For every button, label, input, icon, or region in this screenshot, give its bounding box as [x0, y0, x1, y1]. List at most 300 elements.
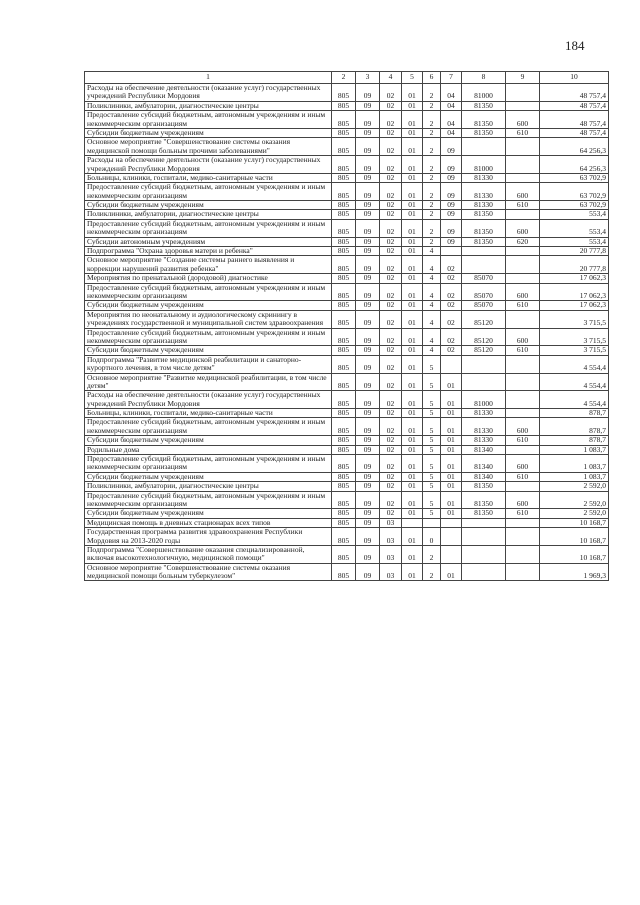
code-event: 01	[441, 509, 462, 518]
code-event: 04	[441, 128, 462, 137]
code-direction: 81340	[462, 455, 506, 473]
code-expense-type	[506, 409, 540, 418]
code-program: 01	[402, 482, 423, 491]
row-name: Поликлиники, амбулатории, диагностические центры	[85, 210, 332, 219]
code-section: 09	[356, 563, 380, 581]
amount: 4 554,4	[540, 355, 609, 373]
table-row	[85, 528, 609, 546]
code-ministry: 805	[332, 173, 356, 182]
code-expense-type	[506, 310, 540, 328]
code-subsection: 02	[380, 436, 402, 445]
code-subprogram: 5	[423, 355, 441, 373]
amount: 10 168,7	[540, 545, 609, 563]
table-row	[85, 301, 609, 310]
code-subsection: 02	[380, 328, 402, 346]
code-ministry: 805	[332, 563, 356, 581]
code-event: 09	[441, 210, 462, 219]
code-section: 09	[356, 391, 380, 409]
code-program: 01	[402, 156, 423, 174]
code-event: 09	[441, 138, 462, 156]
column-header: 5	[402, 72, 423, 84]
code-event: 01	[441, 436, 462, 445]
code-subprogram: 5	[423, 491, 441, 509]
table-row	[85, 328, 609, 346]
code-expense-type	[506, 247, 540, 256]
code-section: 09	[356, 256, 380, 274]
row-name: Основное мероприятие "Совершенствование системы оказания медицинской помощи больным прочими заболеваниями"	[85, 138, 332, 156]
code-subsection: 02	[380, 346, 402, 355]
row-name: Субсидии бюджетным учреждениям	[85, 201, 332, 210]
code-event: 02	[441, 310, 462, 328]
code-subprogram: 5	[423, 409, 441, 418]
code-subprogram: 5	[423, 509, 441, 518]
code-subsection: 02	[380, 455, 402, 473]
code-direction: 81330	[462, 173, 506, 182]
code-section: 09	[356, 373, 380, 391]
code-subprogram: 4	[423, 301, 441, 310]
code-subprogram: 2	[423, 219, 441, 237]
amount: 64 256,3	[540, 138, 609, 156]
code-section: 09	[356, 84, 380, 102]
code-section: 09	[356, 491, 380, 509]
code-section: 09	[356, 528, 380, 546]
code-event: 09	[441, 173, 462, 182]
code-subsection: 02	[380, 274, 402, 283]
table-row	[85, 173, 609, 182]
table-row	[85, 128, 609, 137]
code-direction: 81350	[462, 491, 506, 509]
code-direction: 81330	[462, 436, 506, 445]
table-row	[85, 455, 609, 473]
amount: 3 715,5	[540, 346, 609, 355]
code-expense-type	[506, 173, 540, 182]
code-program: 01	[402, 509, 423, 518]
code-event: 09	[441, 237, 462, 246]
table-row	[85, 482, 609, 491]
code-section: 09	[356, 509, 380, 518]
code-direction: 81330	[462, 183, 506, 201]
code-ministry: 805	[332, 128, 356, 137]
code-event	[441, 545, 462, 563]
code-direction: 81350	[462, 219, 506, 237]
code-ministry: 805	[332, 391, 356, 409]
code-subprogram: 4	[423, 328, 441, 346]
row-name: Подпрограмма "Развитие медицинской реабилитации и санаторно-курортного лечения, в том числе детям"	[85, 355, 332, 373]
code-event: 01	[441, 445, 462, 454]
code-program	[402, 518, 423, 527]
amount: 1 969,3	[540, 563, 609, 581]
code-event: 02	[441, 256, 462, 274]
code-direction: 85070	[462, 274, 506, 283]
code-ministry: 805	[332, 409, 356, 418]
code-expense-type	[506, 274, 540, 283]
amount: 48 757,4	[540, 128, 609, 137]
amount: 48 757,4	[540, 111, 609, 129]
amount: 4 554,4	[540, 391, 609, 409]
code-subsection: 02	[380, 283, 402, 301]
amount: 63 702,9	[540, 183, 609, 201]
code-expense-type	[506, 518, 540, 527]
amount: 48 757,4	[540, 101, 609, 110]
code-direction: 81350	[462, 111, 506, 129]
code-section: 09	[356, 237, 380, 246]
table-row	[85, 84, 609, 102]
table-row	[85, 201, 609, 210]
code-direction: 81000	[462, 84, 506, 102]
code-subsection: 02	[380, 373, 402, 391]
code-direction: 81350	[462, 509, 506, 518]
table-row	[85, 219, 609, 237]
column-header: 3	[356, 72, 380, 84]
code-subsection: 02	[380, 482, 402, 491]
amount: 17 062,3	[540, 301, 609, 310]
table-row	[85, 346, 609, 355]
code-event	[441, 355, 462, 373]
code-ministry: 805	[332, 355, 356, 373]
row-name: Основное мероприятие "Развитие медицинской реабилитации, в том числе детям"	[85, 373, 332, 391]
code-expense-type	[506, 84, 540, 102]
code-expense-type	[506, 528, 540, 546]
code-ministry: 805	[332, 274, 356, 283]
code-section: 09	[356, 346, 380, 355]
code-program: 01	[402, 391, 423, 409]
code-direction: 81000	[462, 391, 506, 409]
code-subprogram: 5	[423, 391, 441, 409]
row-name: Поликлиники, амбулатории, диагностические центры	[85, 482, 332, 491]
code-ministry: 805	[332, 328, 356, 346]
table-row	[85, 210, 609, 219]
code-ministry: 805	[332, 418, 356, 436]
column-header: 10	[540, 72, 609, 84]
code-subprogram: 4	[423, 283, 441, 301]
code-program: 01	[402, 237, 423, 246]
row-name: Расходы на обеспечение деятельности (оказание услуг) государственных учреждений Республики Мордовия	[85, 156, 332, 174]
code-program: 01	[402, 283, 423, 301]
code-ministry: 805	[332, 247, 356, 256]
column-header: 8	[462, 72, 506, 84]
code-direction: 81000	[462, 156, 506, 174]
code-subsection: 02	[380, 247, 402, 256]
code-ministry: 805	[332, 101, 356, 110]
code-subprogram: 5	[423, 472, 441, 481]
amount: 553,4	[540, 219, 609, 237]
amount: 10 168,7	[540, 528, 609, 546]
code-program: 01	[402, 563, 423, 581]
code-ministry: 805	[332, 528, 356, 546]
code-section: 09	[356, 201, 380, 210]
code-expense-type: 600	[506, 183, 540, 201]
table-row	[85, 563, 609, 581]
amount: 2 592,0	[540, 491, 609, 509]
code-subprogram: 2	[423, 237, 441, 246]
row-name: Основное мероприятие "Совершенствование системы оказания медицинской помощи больным туберкулезом"	[85, 563, 332, 581]
code-subsection: 02	[380, 256, 402, 274]
code-expense-type: 600	[506, 219, 540, 237]
code-subprogram: 2	[423, 201, 441, 210]
code-event: 02	[441, 274, 462, 283]
code-subsection: 02	[380, 173, 402, 182]
row-name: Субсидии бюджетным учреждениям	[85, 346, 332, 355]
code-ministry: 805	[332, 436, 356, 445]
code-expense-type: 600	[506, 111, 540, 129]
column-header: 2	[332, 72, 356, 84]
code-program: 01	[402, 445, 423, 454]
table-row	[85, 391, 609, 409]
code-section: 09	[356, 445, 380, 454]
code-program: 01	[402, 409, 423, 418]
code-section: 09	[356, 545, 380, 563]
code-section: 09	[356, 283, 380, 301]
code-subsection: 03	[380, 545, 402, 563]
code-section: 09	[356, 455, 380, 473]
row-name: Мероприятия по неонатальному и аудиологическому скринингу в учреждениях государственной и муниципальной систем здравоохранения	[85, 310, 332, 328]
row-name: Субсидии автономным учреждениям	[85, 237, 332, 246]
code-event: 01	[441, 391, 462, 409]
code-subsection: 02	[380, 418, 402, 436]
code-program: 01	[402, 328, 423, 346]
row-name: Больницы, клиники, госпитали, медико-санитарные части	[85, 409, 332, 418]
code-subsection: 02	[380, 201, 402, 210]
code-event	[441, 518, 462, 527]
code-direction	[462, 528, 506, 546]
code-expense-type: 610	[506, 301, 540, 310]
column-header: 9	[506, 72, 540, 84]
row-name: Предоставление субсидий бюджетным, автономным учреждениям и иным некоммерческим организациям	[85, 183, 332, 201]
code-ministry: 805	[332, 111, 356, 129]
code-subprogram: 4	[423, 310, 441, 328]
amount: 10 168,7	[540, 518, 609, 527]
code-event: 02	[441, 283, 462, 301]
code-subsection: 02	[380, 409, 402, 418]
code-program: 01	[402, 355, 423, 373]
amount: 1 083,7	[540, 455, 609, 473]
code-event: 09	[441, 201, 462, 210]
table-row	[85, 418, 609, 436]
code-program: 01	[402, 436, 423, 445]
code-program: 01	[402, 173, 423, 182]
code-subprogram: 5	[423, 445, 441, 454]
amount: 1 083,7	[540, 472, 609, 481]
code-section: 09	[356, 183, 380, 201]
code-subsection: 02	[380, 491, 402, 509]
row-name: Мероприятия по пренатальной (дородовой) диагностике	[85, 274, 332, 283]
code-ministry: 805	[332, 219, 356, 237]
code-subsection: 02	[380, 355, 402, 373]
code-subprogram: 2	[423, 156, 441, 174]
code-event: 09	[441, 183, 462, 201]
code-event: 02	[441, 301, 462, 310]
amount: 3 715,5	[540, 310, 609, 328]
table-row	[85, 256, 609, 274]
code-expense-type: 600	[506, 455, 540, 473]
column-header: 7	[441, 72, 462, 84]
code-ministry: 805	[332, 237, 356, 246]
code-direction	[462, 247, 506, 256]
row-name: Предоставление субсидий бюджетным, автономным учреждениям и иным некоммерческим организациям	[85, 111, 332, 129]
code-subsection: 02	[380, 183, 402, 201]
code-subsection: 02	[380, 111, 402, 129]
code-ministry: 805	[332, 373, 356, 391]
row-name: Предоставление субсидий бюджетным, автономным учреждениям и иным некоммерческим организациям	[85, 491, 332, 509]
code-program: 01	[402, 418, 423, 436]
table-row	[85, 518, 609, 527]
code-subprogram: 2	[423, 101, 441, 110]
code-ministry: 805	[332, 455, 356, 473]
table-row	[85, 509, 609, 518]
table-row	[85, 156, 609, 174]
code-section: 09	[356, 328, 380, 346]
code-ministry: 805	[332, 156, 356, 174]
code-expense-type	[506, 101, 540, 110]
code-subprogram: 4	[423, 274, 441, 283]
code-direction	[462, 355, 506, 373]
code-direction: 81350	[462, 237, 506, 246]
table-row	[85, 373, 609, 391]
code-event	[441, 247, 462, 256]
code-subprogram: 5	[423, 418, 441, 436]
code-subprogram: 5	[423, 455, 441, 473]
code-program: 01	[402, 491, 423, 509]
code-section: 09	[356, 247, 380, 256]
amount: 3 715,5	[540, 328, 609, 346]
row-name: Поликлиники, амбулатории, диагностические центры	[85, 101, 332, 110]
code-subprogram: 2	[423, 183, 441, 201]
table-row	[85, 247, 609, 256]
code-event: 09	[441, 219, 462, 237]
code-direction: 81350	[462, 210, 506, 219]
amount: 64 256,3	[540, 156, 609, 174]
amount: 2 592,0	[540, 482, 609, 491]
code-expense-type: 620	[506, 237, 540, 246]
table-row	[85, 491, 609, 509]
code-event: 01	[441, 563, 462, 581]
code-program: 01	[402, 138, 423, 156]
amount: 48 757,4	[540, 84, 609, 102]
code-program: 01	[402, 472, 423, 481]
code-ministry: 805	[332, 482, 356, 491]
code-direction: 85120	[462, 346, 506, 355]
code-subsection: 02	[380, 210, 402, 219]
code-expense-type	[506, 210, 540, 219]
code-ministry: 805	[332, 210, 356, 219]
code-section: 09	[356, 219, 380, 237]
row-name: Предоставление субсидий бюджетным, автономным учреждениям и иным некоммерческим организациям	[85, 418, 332, 436]
code-program: 01	[402, 256, 423, 274]
row-name: Государственная программа развития здравоохранения Республики Мордовия на 2013-2020 годы	[85, 528, 332, 546]
code-subsection: 02	[380, 509, 402, 518]
amount: 878,7	[540, 409, 609, 418]
code-subprogram: 2	[423, 138, 441, 156]
code-event: 01	[441, 482, 462, 491]
row-name: Больницы, клиники, госпитали, медико-санитарные части	[85, 173, 332, 182]
code-direction	[462, 518, 506, 527]
row-name: Расходы на обеспечение деятельности (оказание услуг) государственных учреждений Республики Мордовия	[85, 391, 332, 409]
code-ministry: 805	[332, 201, 356, 210]
code-ministry: 805	[332, 491, 356, 509]
code-direction: 85070	[462, 301, 506, 310]
code-subprogram: 0	[423, 528, 441, 546]
code-program: 01	[402, 455, 423, 473]
code-expense-type: 600	[506, 491, 540, 509]
table-row	[85, 101, 609, 110]
row-name: Субсидии бюджетным учреждениям	[85, 436, 332, 445]
row-name: Основное мероприятие "Создание системы раннего выявления и коррекции нарушений развития ребенка"	[85, 256, 332, 274]
code-program: 01	[402, 201, 423, 210]
table-row	[85, 237, 609, 246]
code-expense-type: 610	[506, 509, 540, 518]
table-row	[85, 436, 609, 445]
code-subprogram: 5	[423, 482, 441, 491]
code-subsection: 02	[380, 391, 402, 409]
code-section: 09	[356, 301, 380, 310]
code-expense-type: 610	[506, 201, 540, 210]
amount: 20 777,8	[540, 256, 609, 274]
amount: 63 702,9	[540, 201, 609, 210]
code-ministry: 805	[332, 472, 356, 481]
code-expense-type	[506, 156, 540, 174]
code-subprogram	[423, 518, 441, 527]
code-subprogram: 4	[423, 256, 441, 274]
code-section: 09	[356, 518, 380, 527]
budget-table	[84, 71, 609, 581]
code-section: 09	[356, 210, 380, 219]
code-event: 02	[441, 328, 462, 346]
table-row	[85, 409, 609, 418]
code-event: 04	[441, 84, 462, 102]
code-section: 09	[356, 156, 380, 174]
code-subprogram: 4	[423, 247, 441, 256]
code-subprogram: 2	[423, 111, 441, 129]
code-section: 09	[356, 355, 380, 373]
code-expense-type: 600	[506, 328, 540, 346]
code-subprogram: 5	[423, 436, 441, 445]
code-program: 01	[402, 301, 423, 310]
table-row	[85, 283, 609, 301]
code-event: 04	[441, 101, 462, 110]
code-expense-type	[506, 482, 540, 491]
code-expense-type	[506, 445, 540, 454]
code-ministry: 805	[332, 346, 356, 355]
code-program: 01	[402, 545, 423, 563]
table-row	[85, 545, 609, 563]
code-expense-type	[506, 373, 540, 391]
code-ministry: 805	[332, 545, 356, 563]
amount: 1 083,7	[540, 445, 609, 454]
column-header: 4	[380, 72, 402, 84]
code-subsection: 03	[380, 528, 402, 546]
code-ministry: 805	[332, 310, 356, 328]
code-program: 01	[402, 128, 423, 137]
code-program: 01	[402, 274, 423, 283]
code-direction: 81340	[462, 472, 506, 481]
code-expense-type: 610	[506, 128, 540, 137]
table-row	[85, 310, 609, 328]
code-section: 09	[356, 310, 380, 328]
code-program: 01	[402, 373, 423, 391]
code-event: 04	[441, 111, 462, 129]
code-expense-type: 610	[506, 472, 540, 481]
table-row	[85, 355, 609, 373]
code-ministry: 805	[332, 138, 356, 156]
code-expense-type	[506, 138, 540, 156]
code-subsection: 02	[380, 237, 402, 246]
column-header: 6	[423, 72, 441, 84]
code-program: 01	[402, 111, 423, 129]
code-program: 01	[402, 84, 423, 102]
row-name: Предоставление субсидий бюджетным, автономным учреждениям и иным некоммерческим организациям	[85, 455, 332, 473]
code-ministry: 805	[332, 256, 356, 274]
code-direction: 85070	[462, 283, 506, 301]
